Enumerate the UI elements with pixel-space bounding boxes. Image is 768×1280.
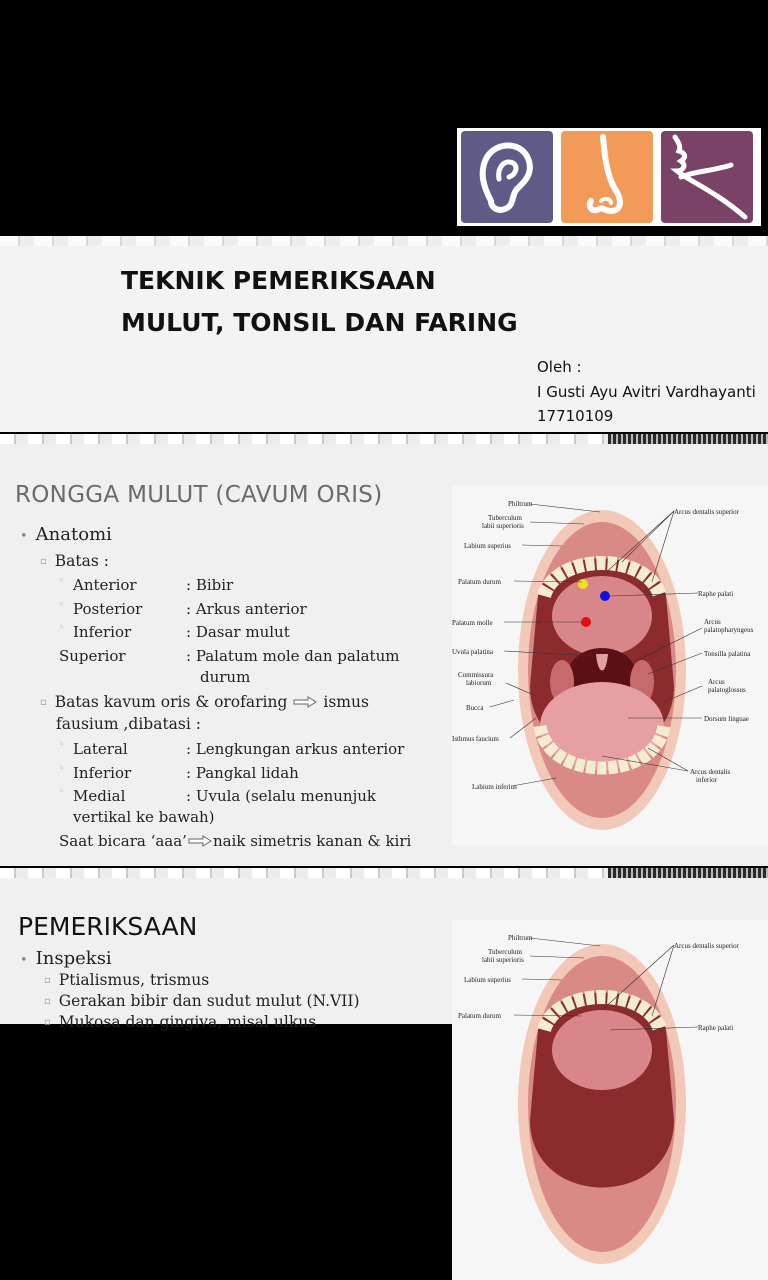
slide-heading: PEMERIKSAAN	[18, 912, 198, 941]
examination-slide	[0, 868, 768, 1032]
figure-label: Labium superius	[464, 542, 511, 550]
inspeksi-item: ▫ Ptialismus, trismus	[44, 971, 210, 989]
kavum-row-cont: vertikal ke bawah)	[73, 808, 215, 826]
figure-label: Uvula palatina	[452, 648, 494, 656]
figure-label: Tuberculum	[488, 948, 522, 956]
figure-label: Palatum durum	[458, 578, 501, 586]
figure-label: labii superioris	[482, 956, 524, 964]
saat-bicara-line: Saat bicara ‘aaa’ naik simetris kanan & kiri	[59, 832, 412, 850]
bullet-batas: ▫ Batas :	[40, 552, 109, 570]
slide-heading: RONGGA MULUT (CAVUM ORIS)	[15, 482, 383, 508]
figure-label: Commissura	[458, 671, 494, 679]
figure-label: inferior	[696, 776, 717, 784]
mouth-throat-icon	[661, 131, 753, 223]
title-slide	[0, 0, 768, 432]
figure-label: labiorum	[466, 679, 492, 687]
arrow-right-icon	[293, 696, 317, 708]
figure-label: Tonsilla palatina	[704, 650, 751, 658]
figure-label: Raphe palati	[698, 590, 734, 598]
figure-label: palatopharyngeus	[704, 626, 754, 634]
decorative-strip	[0, 868, 768, 878]
figure-label: Raphe palati	[698, 1024, 734, 1032]
figure-label: Arcus dentalis superior	[674, 942, 739, 950]
inspeksi-item: ▫ Gerakan bibir dan sudut mulut (N.VII)	[44, 992, 360, 1010]
figure-label: Labium superius	[464, 976, 511, 984]
figure-label: Palatum durum	[458, 1012, 501, 1020]
figure-label: Dorsum linguae	[704, 715, 749, 723]
anatomy-slide: RONGGA MULUT (CAVUM ORIS) • Anatomi ▫ Batas : ◦ Anterior : Bibir ◦ Posterior : Arkus anterior ◦ Inferior : Dasar mulut Superior : Palatum mole dan palatum durum ▫ Batas kavum oris & orofaring ismus fausium ,dibatasi : ◦ Lateral : Lengkungan arkus anterior ◦ Inferior : Pangkal lidah ◦ Medial : Uvula (selalu menunjuk vertikal ke bawah) Saat bicara ‘aaa’ naik simetris kanan & kiri Philtrum Tuberculum labii superioris Labium superius Palatum durum Palatum molle Uvula palatina Commissura labiorum Bucca Isthmus faucium Labium inferius Arcus dentalis superior Raphe palati Arcus palatopharyngeus Tonsilla palatina Arcus palatoglossus Dorsum linguae Arcus dentalis inferior	[0, 434, 768, 866]
figure-label: Arcus dentalis superior	[674, 508, 739, 516]
figure-label: Philtrum	[508, 934, 533, 942]
inspeksi-item: ▫ Mukosa dan gingiva, misal ulkus	[44, 1013, 317, 1031]
arrow-right-icon	[188, 835, 212, 847]
figure-label: Arcus	[708, 678, 725, 686]
figure-label: Tuberculum	[488, 514, 522, 522]
ent-logo	[457, 128, 761, 226]
oral-cavity-figure	[452, 486, 768, 846]
figure-label: Arcus	[704, 618, 721, 626]
slide-title-line2: MULUT, TONSIL DAN FARING	[121, 308, 518, 337]
figure-label: Arcus dentalis	[690, 768, 731, 776]
bullet-batas-kavum: ▫ Batas kavum oris & orofaring ismus	[40, 693, 369, 711]
bullet-anatomi: • Anatomi	[20, 524, 112, 545]
figure-label: Bucca	[466, 704, 484, 712]
decorative-strip	[0, 434, 768, 444]
author-label: Oleh :	[537, 358, 582, 376]
ear-icon	[461, 131, 553, 223]
figure-label: Isthmus faucium	[452, 735, 499, 743]
author-name: I Gusti Ayu Avitri Vardhayanti	[537, 383, 756, 401]
figure-label: Philtrum	[508, 500, 533, 508]
slide-title-line1: TEKNIK PEMERIKSAAN	[121, 266, 436, 295]
figure-label: Palatum molle	[452, 619, 493, 627]
bullet-inspeksi: • Inspeksi	[20, 948, 112, 969]
bullet-batas-kavum-cont: fausium ,dibatasi :	[56, 715, 201, 733]
oral-cavity-figure	[452, 920, 768, 1280]
author-id: 17710109	[537, 407, 614, 425]
figure-label: Labium inferius	[472, 783, 517, 791]
nose-icon	[561, 131, 653, 223]
figure-label: palatoglossus	[708, 686, 746, 694]
figure-label: labii superioris	[482, 522, 524, 530]
